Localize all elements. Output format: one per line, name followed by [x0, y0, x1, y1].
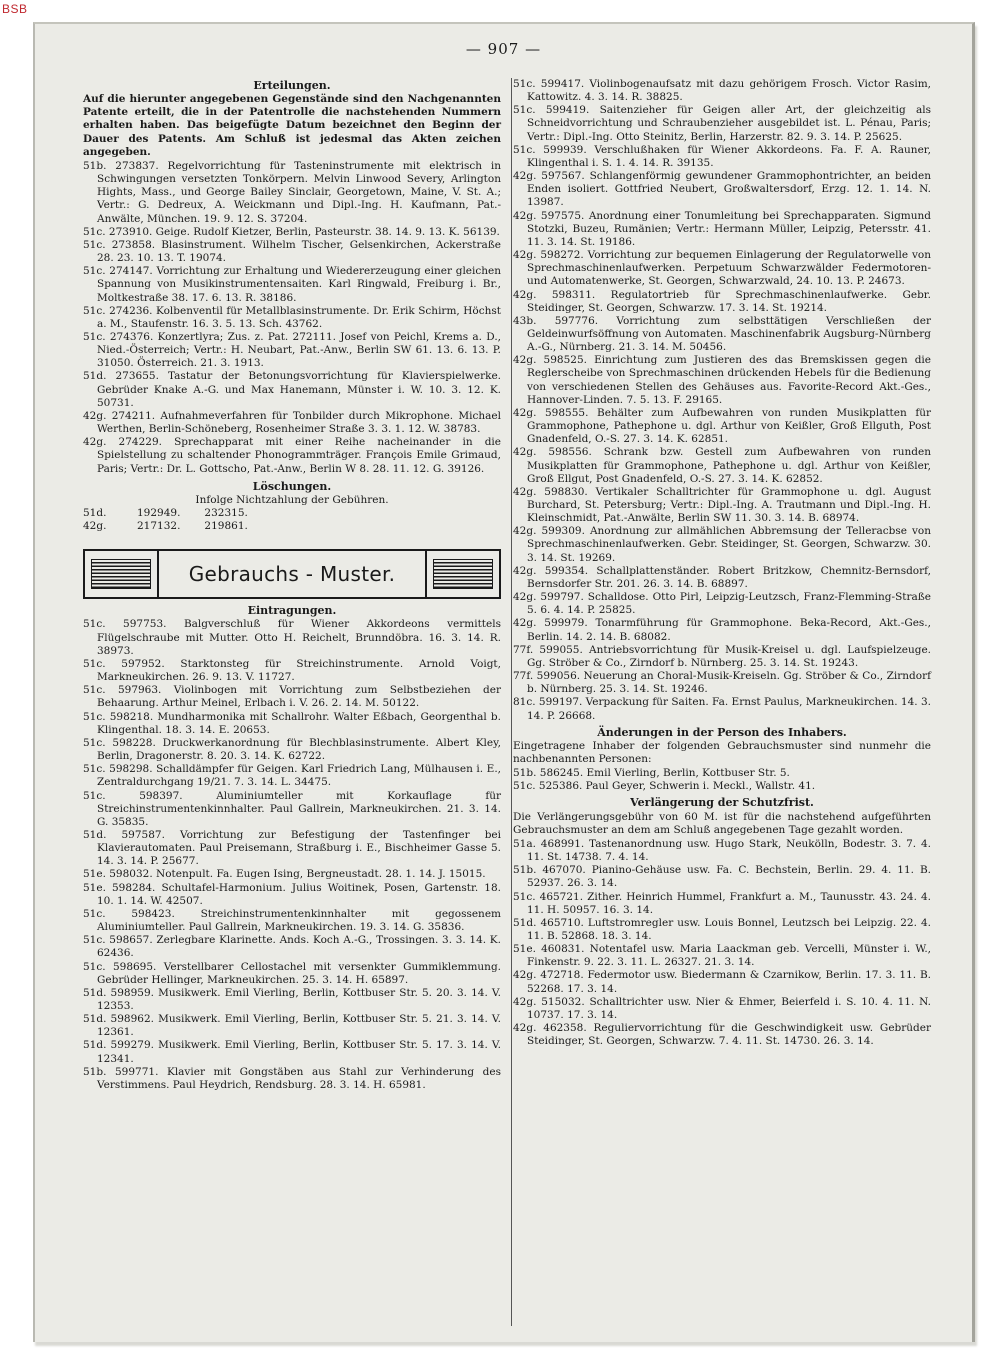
- entry: 51c. 598228. Druckwerkanordnung für Blechblasinstrumente. Albert Kley, Berlin, Dragonerstr. 8. 20. 3. 14. K. 62722.: [83, 736, 501, 763]
- eintragungen-list: [83, 618, 501, 1092]
- entry: 51d. 599279. Musikwerk. Emil Vierling, Berlin, Kottbuser Str. 5. 17. 3. 14. V. 12341.: [83, 1039, 501, 1065]
- entry: 51c. 274147. Vorrichtung zur Erhaltung und Wiedererzeugung einer gleichen Spannung von Musikinstrumentensaiten. Karl Ringwald, Freiburg i. Br., Moltkestraße 38. 17. 6. 13. R. 38186.: [83, 265, 501, 304]
- entry: 42g. 515032. Schalltrichter usw. Nier & Ehmer, Beierfeld i. S. 10. 4. 11. N. 10737. 17. 3. 14.: [513, 995, 931, 1021]
- patent-number: 217132.: [137, 520, 181, 533]
- entry: 51d. 465710. Luftstromregler usw. Louis Bonnel, Leutzsch bei Leipzig. 22. 4. 11. B. 52868. 18. 3. 14.: [513, 916, 931, 942]
- entry: 77f. 599055. Antriebsvorrichtung für Musik-Kreisel u. dgl. Laufspielzeuge. Gg. Ströber & Co., Zirndorf b. Nürnberg. 25. 3. 14. St. 19243.: [513, 643, 931, 669]
- entry: 51b. 467070. Pianino-Gehäuse usw. Fa. C. Bechstein, Berlin. 29. 4. 11. B. 52937. 26. 3. 14.: [513, 864, 931, 890]
- entry: 51e. 598284. Schultafel-Harmonium. Julius Woitinek, Posen, Gartenstr. 18. 10. 1. 14. W. 42507.: [83, 881, 501, 907]
- entry: 51c. 599419. Saitenzieher für Geigen aller Art, der gleichzeitig als Schneidvorrichtung und Schraubenzieher ausgebildet ist. L. Pénau, Paris; Vertr.: Dipl.-Ing. Otto Steinitz, Berlin, Harzerstr. 82. 9. 3. 14. P. 25625.: [513, 104, 931, 143]
- entry: 51c. 598423. Streichinstrumentenkinnhalter mit gegossenem Aluminiumteller. Paul Gallrein, Markneukirchen. 19. 3. 14. G. 35836.: [83, 907, 501, 934]
- entry: 51c. 597952. Starktonsteg für Streichinstrumente. Arnold Voigt, Markneukirchen. 26. 9. 13. V. 11727.: [83, 657, 501, 684]
- entry: 51d. 598962. Musikwerk. Emil Vierling, Berlin, Kottbuser Str. 5. 21. 3. 14. V. 12361.: [83, 1013, 501, 1039]
- verlaengerung-intro: Die Verlängerungsgebühr von 60 M. ist für die nachstehend aufgeführten Gebrauchsmuster an dem am Schluß angegebenen Tage gezahlt worden.: [513, 810, 931, 836]
- entry: 51b. 586245. Emil Vierling, Berlin, Kottbuser Str. 5.: [513, 767, 790, 780]
- entry: 77f. 599056. Neuerung an Choral-Musik-Kreiseln. Gg. Ströber & Co., Zirndorf b. Nürnberg. 25. 3. 14. St. 19246.: [513, 670, 931, 696]
- entry: 51c. 597963. Violinbogen mit Vorrichtung zum Selbstbeziehen der Behaarung. Arthur Meinel, Erlbach i. V. 26. 2. 14. M. 50122.: [83, 684, 501, 710]
- page-number: — 907 —: [465, 40, 542, 58]
- banner-title: Gebrauchs - Muster.: [188, 561, 396, 586]
- entry: 42g. 598311. Regulatortrieb für Sprechmaschinenlaufwerke. Gebr. Steidinger, St. Georgen, Schwarzw. 17. 3. 14. St. 19214.: [513, 288, 931, 314]
- entry: 51e. 598032. Notenpult. Fa. Eugen Ising, Bergneustadt. 28. 1. 14. J. 15015.: [83, 868, 486, 881]
- eintragungen-list-continued: [513, 78, 931, 723]
- entry: 51c. 274236. Kolbenventil für Metallblasinstrumente. Dr. Erik Schirm, Höchst a. M., Staufenstr. 16. 3. 5. 13. Sch. 43762.: [83, 304, 501, 330]
- gebrauchsmuster-banner: [83, 549, 501, 599]
- entry: 42g. 598555. Behälter zum Aufbewahren von runden Musikplatten für Grammophone, Pathephone u. dgl. Arthur von Keißler, Groß Ellguth, Post Gnadenfeld, O.-S. 27. 3. 14. K. 62851.: [513, 406, 931, 446]
- entry: 51c. 599939. Verschlußhaken für Wiener Akkordeons. Fa. F. A. Rauner, Klingenthal i. S. 1. 4. 14. R. 39135.: [513, 143, 931, 169]
- aenderungen-heading: Änderungen in der Person des Inhabers.: [597, 725, 847, 739]
- loeschungen-row: [83, 507, 501, 520]
- aenderungen-list: [513, 767, 931, 793]
- entry: 42g. 597567. Schlangenförmig gewundener Grammophontrichter, an beiden Enden isoliert. Gottfried Neubert, Großwaltersdorf, Erzg. 12. 1. 14. N. 13987.: [513, 170, 931, 209]
- library-stamp: BSB: [2, 2, 28, 16]
- entry: 51c. 465721. Zither. Heinrich Hummel, Frankfurt a. M., Taunusstr. 43. 24. 4. 11. H. 50957. 16. 3. 14.: [513, 890, 931, 916]
- entry: 51c. 598298. Schalldämpfer für Geigen. Karl Friedrich Lang, Mülhausen i. E., Zentraldurchgang 19/21. 7. 3. 14. L. 34475.: [83, 763, 501, 789]
- page-sheet: [33, 22, 975, 1342]
- entry: 51a. 468991. Tastenanordnung usw. Hugo Stark, Neukölln, Bodestr. 3. 7. 4. 11. St. 14738. 7. 4. 14.: [513, 837, 931, 864]
- entry: 42g. 599309. Anordnung zur allmählichen Abbremsung der Telleracbse von Sprechmaschinenlaufwerken. Gebr. Steidinger, St. Georgen, Schwarzw. 30. 3. 14. St. 19269.: [513, 525, 931, 564]
- loeschungen-row: [83, 520, 501, 533]
- entry: 51d. 273655. Tastatur der Betonungsvorrichtung für Klavierspielwerke. Gebrüder Knake A.-G. und Max Hanemann, Münster i. W. 10. 3. 12. K. 50731.: [83, 370, 501, 409]
- entry: 42g. 598272. Vorrichtung zur bequemen Einlagerung der Regulatorwelle von Sprechmaschinenlaufwerken. Perpetuum Schwarzwälder Federmotoren- und Automatenwerke, St. Georgen, Schwarzwald, 24. 10. 13. P. 24673.: [513, 249, 931, 288]
- entry: 42g. 462358. Reguliervorrichtung für die Geschwindigkeit usw. Gebrüder Steidinger, St. Georgen, Schwarzw. 7. 4. 11. St. 14730. 26. 3. 14.: [513, 1022, 931, 1048]
- entry: 42g. 599354. Schallplattenständer. Robert Britzkow, Chemnitz-Bernsdorf, Bernsdorfer Str. 201. 26. 3. 14. B. 68897.: [513, 564, 931, 590]
- eintragungen-heading: Eintragungen.: [247, 604, 337, 618]
- entry: 42g. 598556. Schrank bzw. Gestell zum Aufbewahren von runden Musikplatten für Grammophone, Pathephone u. dgl. Arthur von Keißler, Groß Ellgut, Post Gnadenfeld, O.-S. 27. 3. 14. K. 62852.: [513, 446, 931, 485]
- entry: 51d. 598959. Musikwerk. Emil Vierling, Berlin, Kottbuser Str. 5. 20. 3. 14. V. 12353.: [83, 986, 501, 1012]
- erteilungen-heading: Erteilungen.: [253, 79, 331, 92]
- patent-number: 219861.: [204, 520, 248, 533]
- right-column: [513, 78, 931, 1048]
- entry: 42g. 599797. Schalldose. Otto Pirl, Leipzig-Leutzsch, Franz-Flemming-Straße 5. 6. 4. 14. P. 25825.: [513, 591, 931, 617]
- entry: 43b. 597776. Vorrichtung zum selbsttätigen Verschließen der Geldeinwurfsöffnung von Automaten. Maschinenfabrik Augsburg-Nürnberg A.-G., Nürnberg. 21. 3. 14. M. 50456.: [513, 314, 931, 354]
- left-column: [83, 78, 501, 1092]
- verlaengerung-heading: Verlängerung der Schutzfrist.: [630, 796, 814, 810]
- entry: 42g. 472718. Federmotor usw. Biedermann & Czarnikow, Berlin. 17. 3. 11. B. 52268. 17. 3. 14.: [513, 969, 931, 995]
- banner-ornament-left: [91, 559, 151, 589]
- entry: 51c. 598397. Aluminiumteller mit Korkauflage für Streichinstrumentenkinnhalter. Paul Gallrein, Markneukirchen. 21. 3. 14. G. 35835.: [83, 789, 501, 828]
- class-code: 42g.: [83, 520, 107, 533]
- entry: 51c. 525386. Paul Geyer, Schwerin i. Meckl., Wallstr. 41.: [513, 780, 816, 793]
- loeschungen-heading: Löschungen.: [252, 479, 332, 493]
- loeschungen-subheading: Infolge Nichtzahlung der Gebühren.: [195, 493, 389, 506]
- entry: 51c. 598657. Zerlegbare Klarinette. Ands. Koch A.-G., Trossingen. 3. 3. 14. K. 62436.: [83, 934, 501, 960]
- erteilungen-intro: Auf die hierunter angegebenen Gegenstände sind den Nachgenannten Patente erteilt, die in der Patentrolle die nachstehenden Nummern erhalten haben. Das beigefügte Datum bezeichnet den Beginn der Dauer des Patents. Am Schluß ist jedesmal das Akten zeichen angegeben.: [83, 93, 501, 158]
- entry: 81c. 599197. Verpackung für Saiten. Fa. Ernst Paulus, Markneukirchen. 14. 3. 14. P. 26668.: [513, 696, 931, 722]
- entry: 51c. 274376. Konzertlyra; Zus. z. Pat. 272111. Josef von Peichl, Krems a. D., Nied.-Österreich; Vertr.: H. Neubart, Pat.-Anw., Berlin SW 61. 13. 6. 13. P. 31050. Österreich. 21. 3. 1913.: [83, 330, 501, 370]
- entry: 42g. 598525. Einrichtung zum Justieren des das Bremskissen gegen die Reglerscheibe von Sprechmaschinen drückenden Hebels für die Bedienung von verschiedenen Stellen des Gehäuses aus. Favorite-Record Akt.-Ges., Hannover-Linden. 7. 5. 13. F. 29165.: [513, 354, 931, 406]
- patent-number: 232315.: [204, 507, 248, 519]
- patent-list: [83, 160, 501, 476]
- entry: 51c. 599417. Violinbogenaufsatz mit dazu gehörigem Frosch. Victor Rasim, Kattowitz. 4. 3. 14. R. 38825.: [513, 78, 931, 104]
- entry: 42g. 597575. Anordnung einer Tonumleitung bei Sprechapparaten. Sigmund Stotzki, Buzeu, Rumänien; Vertr.: Hermann Müller, Leipzig, Petersstr. 41. 11. 3. 14. St. 19186.: [513, 209, 931, 248]
- entry: 42g. 598830. Vertikaler Schalltrichter für Grammophone u. dgl. August Burchard, St. Petersburg; Vertr.: Dipl.-Ing. A. Trautmann und Dipl.-Ing. H. Kleinschmidt, Pat.-Anwälte, Berlin SW 11. 30. 3. 14. B. 68974.: [513, 485, 931, 525]
- entry: 51e. 460831. Notentafel usw. Maria Laackman geb. Vercelli, Münster i. W., Finkenstr. 9. 22. 3. 11. L. 26327. 21. 3. 14.: [513, 943, 931, 969]
- aenderungen-intro: Eingetragene Inhaber der folgenden Gebrauchsmuster sind nunmehr die nachbenannten Personen:: [513, 739, 931, 765]
- class-code: 51d.: [83, 507, 107, 519]
- verlaengerung-list: [513, 838, 931, 1049]
- entry: 51c. 273858. Blasinstrument. Wilhelm Tischer, Gelsenkirchen, Ackerstraße 28. 23. 10. 13. T. 19074.: [83, 238, 501, 265]
- entry: 51c. 273910. Geige. Rudolf Kietzer, Berlin, Pasteurstr. 38. 14. 9. 13. K. 56139.: [83, 225, 500, 238]
- entry: 42g. 274229. Sprechapparat mit einer Reihe nacheinander in die Spielstellung zu schaltender Phonogrammträger. François Emile Grimaud, Paris; Vertr.: Dr. L. Gottscho, Pat.-Anw., Berlin W 8. 28. 11. 12. G. 39126.: [83, 436, 501, 475]
- banner-separator: [425, 551, 427, 597]
- patent-number: 192949.: [137, 507, 181, 519]
- entry: 51b. 599771. Klavier mit Gongstäben aus Stahl zur Verhinderung des Verstimmens. Paul Heydrich, Rendsburg. 28. 3. 14. H. 65981.: [83, 1065, 501, 1091]
- entry: 51c. 598695. Verstellbarer Cellostachel mit versenkter Gummiklemmung. Gebrüder Hellinger, Markneukirchen. 25. 3. 14. H. 65897.: [83, 960, 501, 986]
- entry: 51c. 598218. Mundharmonika mit Schallrohr. Walter Eßbach, Georgenthal b. Klingenthal. 18. 3. 14. E. 20653.: [83, 710, 501, 736]
- entry: 42g. 599979. Tonarmführung für Grammophone. Beka-Record, Akt.-Ges., Berlin. 14. 2. 14. B. 68082.: [513, 617, 931, 643]
- column-divider: [511, 78, 512, 1326]
- entry: 51b. 273837. Regelvorrichtung für Tasteninstrumente mit elektrisch in Schwingungen versetzten Tonkörpern. Melvin Linwood Severy, Arlington Hights, Mass., und George Bailey Sinclair, Georgetown, Maine, V. St. A.; Vertr.: G. Dedreux, A. Weickmann und Dipl.-Ing. H. Kaufmann, Pat.-Anwälte, München. 19. 9. 12. S. 37204.: [83, 159, 501, 225]
- entry: 51c. 597753. Balgverschluß für Wiener Akkordeons vermittels Flügelschraube mit Mutter. Otto H. Reichelt, Brunndöbra. 16. 3. 14. R. 38973.: [83, 618, 501, 657]
- entry: 42g. 274211. Aufnahmeverfahren für Tonbilder durch Mikrophone. Michael Werthen, Berlin-Schöneberg, Rosenheimer Straße 3. 3. 1. 12. W. 38783.: [83, 409, 501, 436]
- entry: 51d. 597587. Vorrichtung zur Befestigung der Tastenfinger bei Klavierautomaten. Paul Preisemann, Straßburg i. E., Bischheimer Gasse 5. 14. 3. 14. P. 25677.: [83, 828, 501, 868]
- banner-ornament-right: [433, 559, 493, 589]
